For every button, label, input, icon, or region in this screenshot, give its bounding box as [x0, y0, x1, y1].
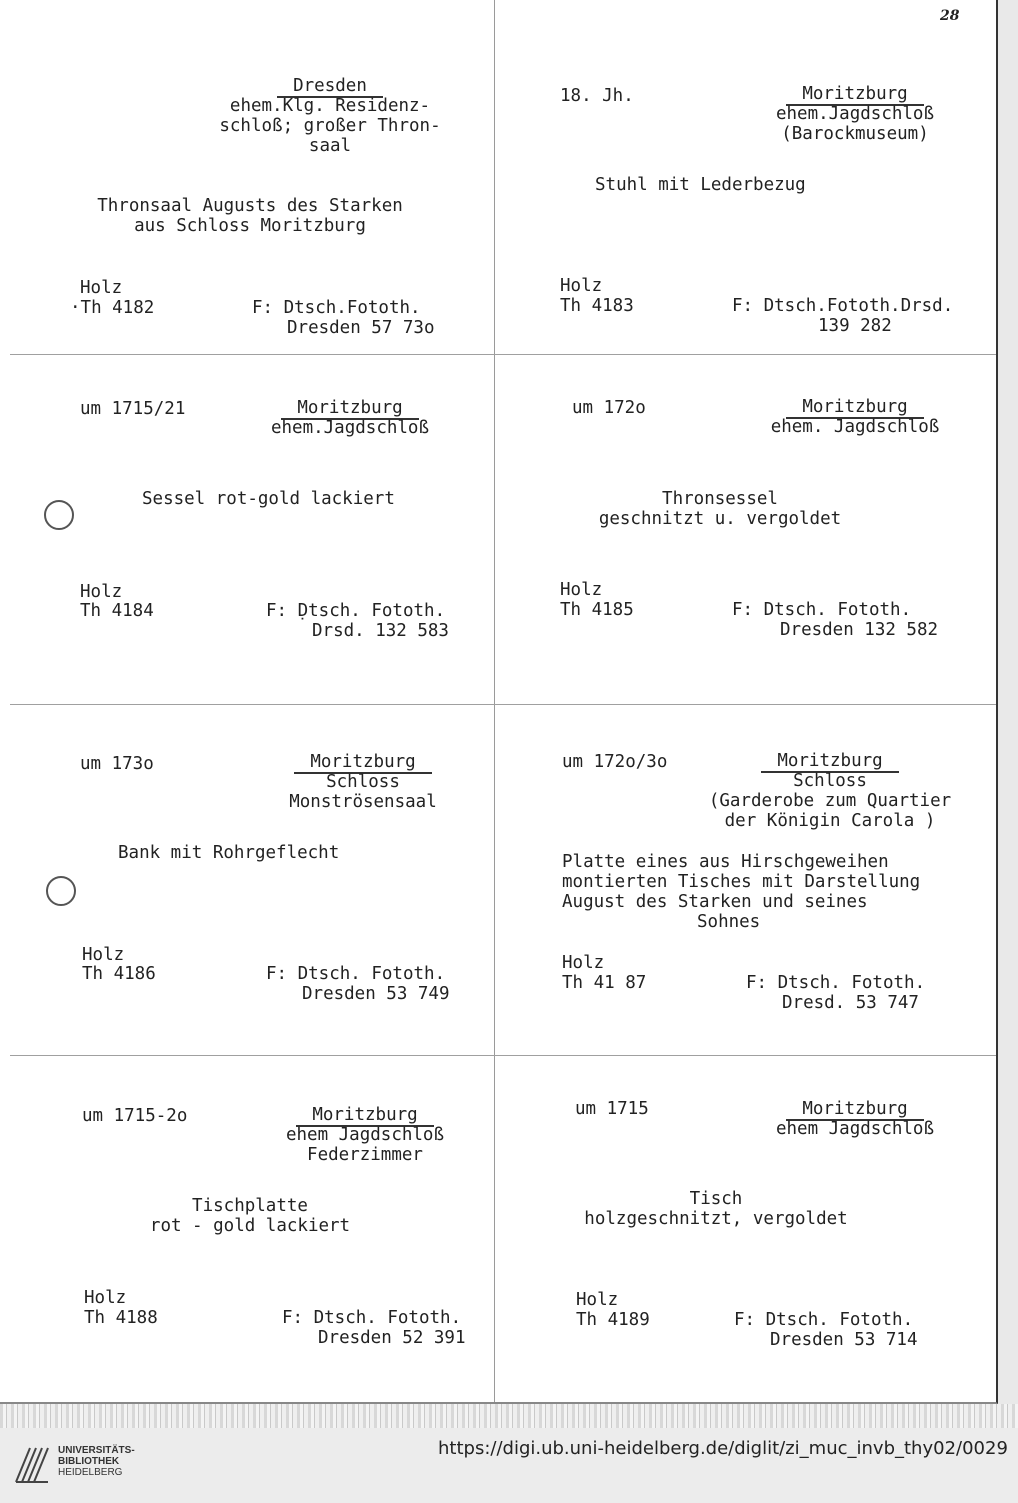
card-place: Moritzburg — [281, 398, 418, 420]
card-material: Holz — [80, 582, 123, 602]
card-building: Monströsensaal — [289, 792, 437, 812]
card-material: Holz — [84, 1288, 127, 1308]
card-description: Platte eines aus Hirschgeweihen — [562, 852, 889, 872]
card-photo: Dresden 53 714 — [770, 1330, 918, 1350]
card-description: Sohnes — [697, 912, 761, 932]
card-description: aus Schloss Moritzburg — [134, 216, 366, 236]
card-photo: F: Dtsch.Fototh.Drsd. — [732, 296, 954, 316]
card-place: Moritzburg — [761, 751, 898, 773]
card-date: 18. Jh. — [560, 86, 634, 106]
card-date: um 172o — [572, 398, 646, 418]
card-date: um 173o — [80, 754, 154, 774]
card-number: Th 4188 — [84, 1308, 158, 1328]
scan-edge-strip — [0, 1404, 1018, 1428]
card-date: um 172o/3o — [562, 752, 668, 772]
card-building: Schloss — [326, 772, 400, 792]
card-building: (Garderobe zum Quartier — [708, 791, 952, 811]
card-building: (Barockmuseum) — [781, 124, 929, 144]
card-description: August des Starken und seines — [562, 892, 868, 912]
card-material: Holz — [562, 953, 605, 973]
card-building: Federzimmer — [307, 1145, 423, 1165]
card-description: Tisch — [689, 1189, 743, 1209]
row-divider-1 — [10, 354, 996, 355]
card-date: um 1715 — [575, 1099, 649, 1119]
card-description: Thronsaal Augusts des Starken — [97, 196, 403, 216]
card-place: Moritzburg — [294, 752, 431, 774]
card-building: Schloss — [793, 771, 867, 791]
card-photo: F: Dtsch. Fototh. — [282, 1308, 462, 1328]
card-photo: F: Dtsch.Fototh. — [252, 298, 421, 318]
card-building: ehem.Jagdschloß — [775, 104, 935, 124]
card-number: Th 4189 — [576, 1310, 650, 1330]
card-description: geschnitzt u. vergoldet — [598, 509, 842, 529]
card-description: holzgeschnitzt, vergoldet — [584, 1209, 848, 1229]
card-photo: Dresden 132 582 — [780, 620, 939, 640]
card-description: montierten Tisches mit Darstellung — [562, 872, 921, 892]
card-building: ehem Jagdschloß — [775, 1119, 935, 1139]
card-photo: F: Ḍtsch. Fototh. — [266, 601, 446, 621]
card-photo: 139 282 — [818, 316, 892, 336]
card-place: Moritzburg — [786, 84, 923, 106]
card-building: ehem.Klg. Residenz- — [229, 96, 431, 116]
card-material: Holz — [560, 276, 603, 296]
card-material: Holz — [560, 580, 603, 600]
card-material: Holz — [82, 945, 125, 965]
card-number: Th 4185 — [560, 600, 634, 620]
card-number: ·Th 4182 — [70, 298, 155, 318]
card-photo: F: Dtsch. Fototh. — [746, 973, 926, 993]
card-building: schloß; großer Thron- — [219, 116, 441, 136]
card-building: der Königin Carola ) — [724, 811, 936, 831]
page-number: 28 — [940, 8, 960, 24]
punch-hole-icon — [44, 500, 74, 530]
card-place: Moritzburg — [786, 397, 923, 419]
row-divider-3 — [10, 1055, 996, 1056]
card-photo: Dresd. 53 747 — [782, 993, 919, 1013]
card-material: Holz — [576, 1290, 619, 1310]
card-place: Moritzburg — [296, 1105, 433, 1127]
card-date: um 1715-2o — [82, 1106, 188, 1126]
card-place: Dresden — [277, 76, 383, 98]
card-photo: Dresden 57 73o — [287, 318, 435, 338]
card-photo: F: Dtsch. Fototh. — [734, 1310, 914, 1330]
card-number: Th 4186 — [82, 964, 156, 984]
card-description: Sessel rot-gold lackiert — [142, 489, 395, 509]
card-photo: F: Dtsch. Fototh. — [732, 600, 912, 620]
card-building: saal — [308, 136, 352, 156]
card-description: Bank mit Rohrgeflecht — [118, 843, 340, 863]
card-date: um 1715/21 — [80, 399, 186, 419]
footer-bar — [0, 1428, 1018, 1503]
card-building: ehem.Jagdschloß — [270, 418, 430, 438]
card-description: rot - gold lackiert — [149, 1216, 351, 1236]
card-photo: Drsd. 132 583 — [312, 621, 449, 641]
card-building: ehem. Jagdschloß — [770, 417, 940, 437]
card-number: Th 41 87 — [562, 973, 647, 993]
card-material: Holz — [80, 278, 123, 298]
source-url-link[interactable]: https://digi.ub.uni-heidelberg.de/diglit/zi_muc_invb_thy02/0029 — [438, 1438, 1008, 1459]
card-photo: F: Dtsch. Fototh. — [266, 964, 446, 984]
card-place: Moritzburg — [786, 1099, 923, 1121]
library-logo-icon — [12, 1442, 52, 1486]
card-description: Tischplatte — [192, 1196, 308, 1216]
card-building: ehem Jagdschloß — [285, 1125, 445, 1145]
card-description: Stuhl mit Lederbezug — [595, 175, 806, 195]
card-photo: Dresden 53 749 — [302, 984, 450, 1004]
row-divider-2 — [10, 704, 996, 705]
card-photo: Dresden 52 391 — [318, 1328, 466, 1348]
vertical-divider — [494, 0, 495, 1402]
card-number: Th 4183 — [560, 296, 634, 316]
punch-hole-icon — [46, 876, 76, 906]
library-name: UNIVERSITÄTS- BIBLIOTHEK HEIDELBERG — [58, 1445, 135, 1478]
card-number: Th 4184 — [80, 601, 154, 621]
card-description: Thronsessel — [662, 489, 778, 509]
